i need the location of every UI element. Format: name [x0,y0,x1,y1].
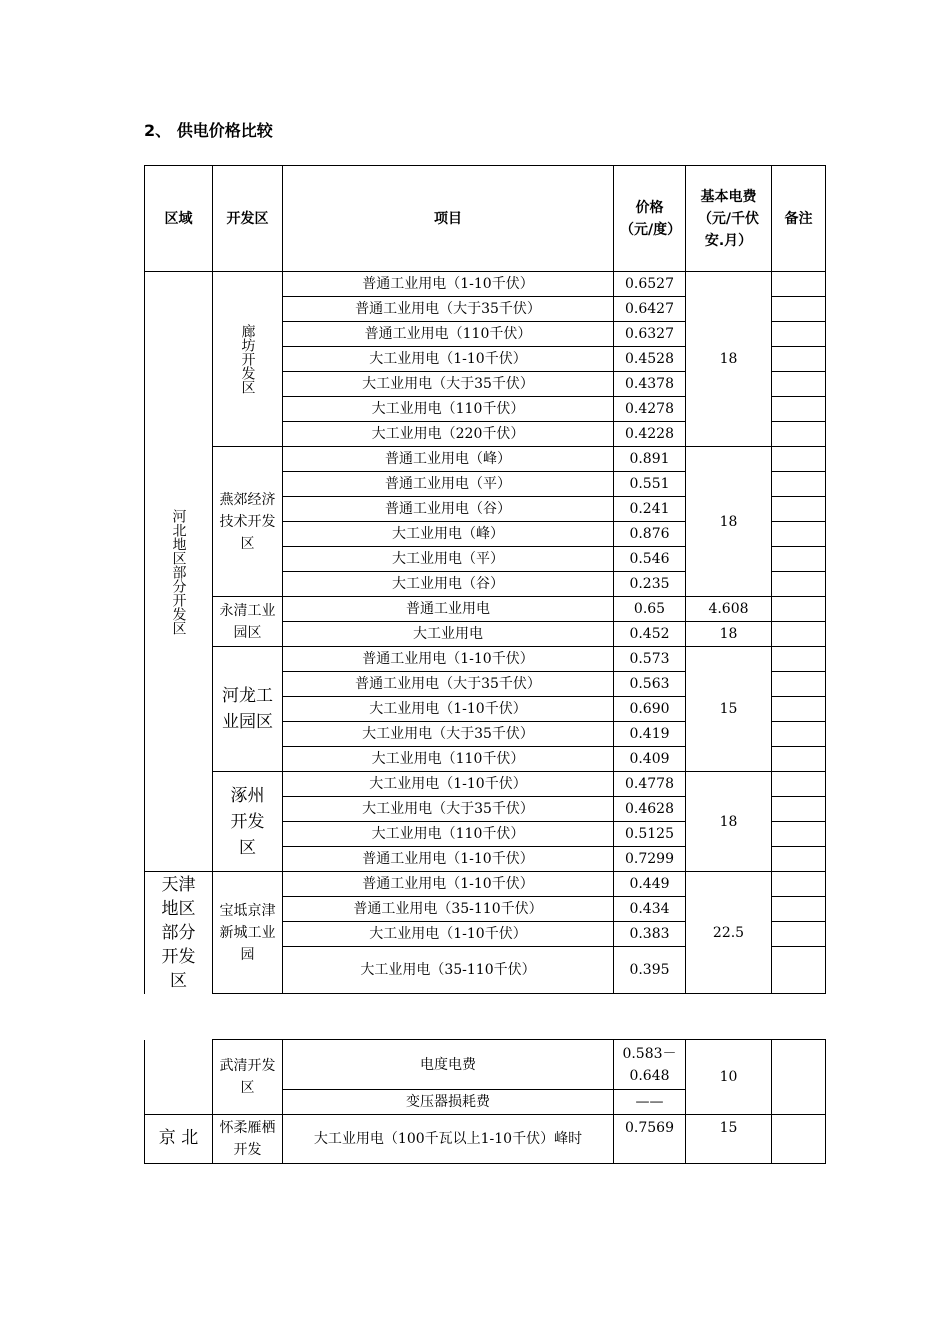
item-cell: 大工业用电（大于35千伏） [283,797,614,822]
item-cell: 普通工业用电（1-10千伏） [283,872,614,897]
price-cell: 0.4778 [614,772,686,797]
price-cell: 0.7569 [614,1115,686,1164]
item-cell: 大工业用电（1-10千伏） [283,347,614,372]
price-cell: 0.4378 [614,372,686,397]
price-cell: 0.6327 [614,322,686,347]
price-cell: 0.6427 [614,297,686,322]
region-jingbei: 京 北 [145,1115,213,1164]
table-row [145,447,826,472]
remark-cell [772,372,826,397]
zone-langfang: 廊坊开发区 [213,272,283,447]
item-cell: 普通工业用电（大于35千伏） [283,297,614,322]
remark-cell [772,897,826,922]
base-fee-cell: 18 [686,622,772,647]
remark-cell [772,822,826,847]
table-row [145,872,826,897]
price-cell: 0.551 [614,472,686,497]
base-fee-cell: 15 [686,1115,772,1164]
table-row [145,647,826,672]
header-region: 区域 [145,166,213,272]
item-cell: 普通工业用电（1-10千伏） [283,647,614,672]
item-cell: 电度电费 [283,1040,614,1090]
item-cell: 大工业用电（100千瓦以上1-10千伏）峰时 [283,1115,614,1164]
remark-cell [772,922,826,947]
remark-cell [772,622,826,647]
price-cell: 0.563 [614,672,686,697]
table-row [145,772,826,797]
remark-cell [772,472,826,497]
table-row [145,1115,826,1164]
zone-helong: 河龙工业园区 [213,647,283,772]
base-fee-cell: 22.5 [686,872,772,994]
remark-cell [772,772,826,797]
remark-cell [772,697,826,722]
item-cell: 大工业用电（110千伏） [283,397,614,422]
price-cell: 0.65 [614,597,686,622]
header-base-fee: 基本电费 （元/千伏安.月） [686,166,772,272]
item-cell: 大工业用电（110千伏） [283,747,614,772]
price-cell: 0.4528 [614,347,686,372]
item-cell: 大工业用电（大于35千伏） [283,722,614,747]
item-cell: 大工业用电（1-10千伏） [283,697,614,722]
remark-cell [772,422,826,447]
item-cell: 大工业用电（110千伏） [283,822,614,847]
price-cell: 0.876 [614,522,686,547]
item-cell: 大工业用电（大于35千伏） [283,372,614,397]
item-cell: 变压器损耗费 [283,1090,614,1115]
item-cell: 普通工业用电（35-110千伏） [283,897,614,922]
zone-yanjiao: 燕郊经济技术开发区 [213,447,283,597]
table-row [145,272,826,297]
remark-cell [772,797,826,822]
base-fee-cell: 4.608 [686,597,772,622]
remark-cell [772,322,826,347]
price-cell: 0.241 [614,497,686,522]
price-cell: 0.4228 [614,422,686,447]
price-cell: 0.395 [614,947,686,994]
price-cell: 0.434 [614,897,686,922]
remark-cell [772,572,826,597]
remark-cell [772,947,826,994]
price-cell: 0.4628 [614,797,686,822]
item-cell: 普通工业用电（大于35千伏） [283,672,614,697]
price-cell: 0.6527 [614,272,686,297]
price-cell: 0.573 [614,647,686,672]
item-cell: 大工业用电（平） [283,547,614,572]
price-cell: 0.383 [614,922,686,947]
item-cell: 大工业用电（1-10千伏） [283,772,614,797]
price-cell: 0.419 [614,722,686,747]
item-cell: 普通工业用电（1-10千伏） [283,272,614,297]
header-remark: 备注 [772,166,826,272]
item-cell: 普通工业用电（1-10千伏） [283,847,614,872]
base-fee-cell: 18 [686,272,772,447]
zone-huairou: 怀柔雁栖开发 [213,1115,283,1164]
price-cell: 0.4278 [614,397,686,422]
price-comparison-table-continued [144,1039,826,1164]
remark-cell [772,497,826,522]
price-cell: 0.452 [614,622,686,647]
item-cell: 普通工业用电（谷） [283,497,614,522]
table-row [145,597,826,622]
zone-yongqing: 永清工业园区 [213,597,283,647]
section-heading: 2、 供电价格比较 [144,121,273,140]
price-cell: 0.583－ 0.648 [614,1040,686,1090]
remark-cell [772,272,826,297]
region-hebei: 河北地区部分开发区 [145,272,213,872]
remark-cell [772,747,826,772]
price-cell: 0.690 [614,697,686,722]
price-cell: 0.891 [614,447,686,472]
table-row [145,1040,826,1090]
remark-cell [772,847,826,872]
price-cell: 0.546 [614,547,686,572]
region-blank [145,1040,213,1115]
price-cell: 0.5125 [614,822,686,847]
item-cell: 大工业用电（谷） [283,572,614,597]
header-item: 项目 [283,166,614,272]
remark-cell [772,647,826,672]
base-fee-cell: 15 [686,647,772,772]
item-cell: 大工业用电（35-110千伏） [283,947,614,994]
remark-cell [772,397,826,422]
zone-zhuozhou: 涿州开发区 [213,772,283,872]
remark-cell [772,1115,826,1164]
price-cell: 0.235 [614,572,686,597]
remark-cell [772,547,826,572]
zone-wuqing: 武清开发区 [213,1040,283,1115]
header-price: 价格 （元/度） [614,166,686,272]
remark-cell [772,447,826,472]
region-tianjin: 天津地区部分开发区 [145,872,213,994]
base-fee-cell: 10 [686,1040,772,1115]
price-cell: 0.449 [614,872,686,897]
remark-cell [772,347,826,372]
remark-cell [772,522,826,547]
remark-cell [772,597,826,622]
price-cell: 0.409 [614,747,686,772]
remark-cell [772,672,826,697]
base-fee-cell: 18 [686,772,772,872]
price-cell: —— [614,1090,686,1115]
item-cell: 普通工业用电（峰） [283,447,614,472]
price-comparison-table [144,165,826,994]
remark-cell [772,872,826,897]
base-fee-cell: 18 [686,447,772,597]
table-header-row [145,166,826,272]
item-cell: 普通工业用电 [283,597,614,622]
item-cell: 大工业用电（峰） [283,522,614,547]
item-cell: 大工业用电（220千伏） [283,422,614,447]
remark-cell [772,1040,826,1115]
item-cell: 普通工业用电（110千伏） [283,322,614,347]
item-cell: 大工业用电（1-10千伏） [283,922,614,947]
remark-cell [772,722,826,747]
header-zone: 开发区 [213,166,283,272]
zone-baodi: 宝坻京津新城工业园 [213,872,283,994]
item-cell: 普通工业用电（平） [283,472,614,497]
price-cell: 0.7299 [614,847,686,872]
item-cell: 大工业用电 [283,622,614,647]
remark-cell [772,297,826,322]
